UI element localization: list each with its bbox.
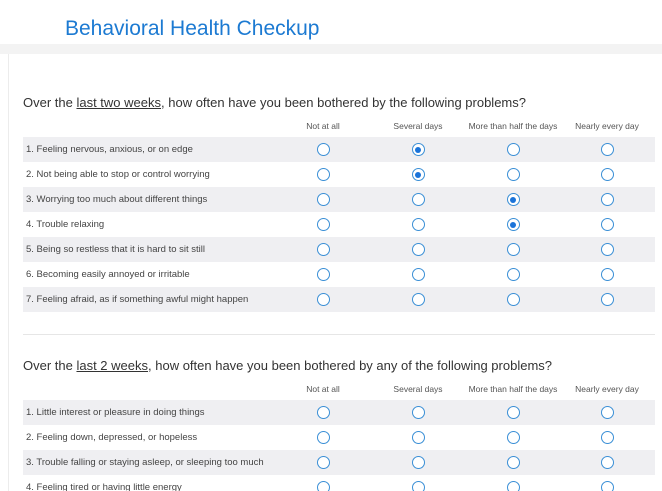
radio-more-than-half-the-days[interactable] — [507, 481, 520, 491]
question-label: 2. Not being able to stop or control worrying — [26, 169, 210, 180]
radio-nearly-every-day[interactable] — [601, 168, 614, 181]
radio-nearly-every-day[interactable] — [601, 193, 614, 206]
header-band — [0, 44, 662, 54]
radio-nearly-every-day[interactable] — [601, 481, 614, 491]
radio-not-at-all[interactable] — [317, 406, 330, 419]
radio-not-at-all[interactable] — [317, 431, 330, 444]
radio-more-than-half-the-days[interactable] — [507, 193, 520, 206]
section-divider — [23, 334, 655, 335]
column-header-nearly-every-day: Nearly every day — [575, 121, 639, 131]
question-row — [23, 400, 655, 425]
column-header-not-at-all: Not at all — [306, 384, 340, 394]
phq9-section — [23, 357, 655, 491]
question-row — [23, 425, 655, 450]
radio-several-days[interactable] — [412, 406, 425, 419]
question-label: 5. Being so restless that it is hard to sit still — [26, 244, 205, 255]
radio-nearly-every-day[interactable] — [601, 243, 614, 256]
page-title: Behavioral Health Checkup — [65, 17, 320, 40]
section-title-prefix: Over the — [23, 358, 77, 373]
section-title-suffix: , how often have you been bothered by the following problems? — [161, 95, 526, 110]
question-label: 1. Feeling nervous, anxious, or on edge — [26, 144, 193, 155]
column-header-more-than-half-the-days: More than half the days — [468, 121, 558, 131]
radio-several-days[interactable] — [412, 481, 425, 491]
radio-not-at-all[interactable] — [317, 193, 330, 206]
radio-not-at-all[interactable] — [317, 456, 330, 469]
question-row — [23, 137, 655, 162]
radio-several-days[interactable] — [412, 268, 425, 281]
radio-several-days[interactable] — [412, 293, 425, 306]
section-title — [23, 94, 655, 112]
section-title-suffix: , how often have you been bothered by any of the following problems? — [148, 358, 553, 373]
question-row — [23, 212, 655, 237]
radio-not-at-all[interactable] — [317, 481, 330, 491]
column-header-several-days: Several days — [393, 121, 443, 131]
question-label: 7. Feeling afraid, as if something awful might happen — [26, 294, 249, 305]
question-row — [23, 162, 655, 187]
question-label: 6. Becoming easily annoyed or irritable — [26, 269, 190, 280]
column-headers — [23, 382, 655, 400]
radio-several-days[interactable] — [412, 243, 425, 256]
radio-nearly-every-day[interactable] — [601, 293, 614, 306]
gad7-section — [23, 94, 655, 312]
question-label: 3. Worrying too much about different things — [26, 194, 208, 205]
radio-more-than-half-the-days[interactable] — [507, 293, 520, 306]
page-header — [0, 0, 662, 44]
column-header-not-at-all: Not at all — [306, 121, 340, 131]
radio-not-at-all[interactable] — [317, 268, 330, 281]
radio-more-than-half-the-days[interactable] — [507, 268, 520, 281]
radio-not-at-all[interactable] — [317, 143, 330, 156]
question-label: 2. Feeling down, depressed, or hopeless — [26, 432, 198, 443]
question-rows — [23, 137, 655, 312]
radio-more-than-half-the-days[interactable] — [507, 406, 520, 419]
column-header-several-days: Several days — [393, 384, 443, 394]
radio-more-than-half-the-days[interactable] — [507, 218, 520, 231]
column-header-more-than-half-the-days: More than half the days — [468, 384, 558, 394]
time-period-link: last 2 weeks — [76, 358, 149, 373]
radio-not-at-all[interactable] — [317, 243, 330, 256]
radio-not-at-all[interactable] — [317, 293, 330, 306]
section-title-prefix: Over the — [23, 95, 77, 110]
question-label: 1. Little interest or pleasure in doing things — [26, 407, 205, 418]
radio-several-days[interactable] — [412, 431, 425, 444]
radio-nearly-every-day[interactable] — [601, 143, 614, 156]
radio-several-days[interactable] — [412, 168, 425, 181]
radio-several-days[interactable] — [412, 143, 425, 156]
question-row — [23, 450, 655, 475]
question-row — [23, 475, 655, 491]
radio-more-than-half-the-days[interactable] — [507, 243, 520, 256]
question-row — [23, 287, 655, 312]
time-period-link: last two weeks — [76, 95, 162, 110]
radio-nearly-every-day[interactable] — [601, 406, 614, 419]
radio-several-days[interactable] — [412, 193, 425, 206]
radio-more-than-half-the-days[interactable] — [507, 143, 520, 156]
radio-several-days[interactable] — [412, 456, 425, 469]
question-label: 4. Feeling tired or having little energy — [26, 482, 182, 491]
radio-nearly-every-day[interactable] — [601, 268, 614, 281]
radio-more-than-half-the-days[interactable] — [507, 456, 520, 469]
question-rows — [23, 400, 655, 491]
question-label: 4. Trouble relaxing — [26, 219, 105, 230]
section-title — [23, 357, 655, 375]
radio-several-days[interactable] — [412, 218, 425, 231]
radio-not-at-all[interactable] — [317, 218, 330, 231]
radio-more-than-half-the-days[interactable] — [507, 431, 520, 444]
question-label: 3. Trouble falling or staying asleep, or sleeping too much — [26, 457, 264, 468]
column-headers — [23, 119, 655, 137]
radio-nearly-every-day[interactable] — [601, 431, 614, 444]
radio-nearly-every-day[interactable] — [601, 456, 614, 469]
radio-nearly-every-day[interactable] — [601, 218, 614, 231]
column-header-nearly-every-day: Nearly every day — [575, 384, 639, 394]
radio-not-at-all[interactable] — [317, 168, 330, 181]
question-row — [23, 262, 655, 287]
question-row — [23, 187, 655, 212]
question-row — [23, 237, 655, 262]
radio-more-than-half-the-days[interactable] — [507, 168, 520, 181]
